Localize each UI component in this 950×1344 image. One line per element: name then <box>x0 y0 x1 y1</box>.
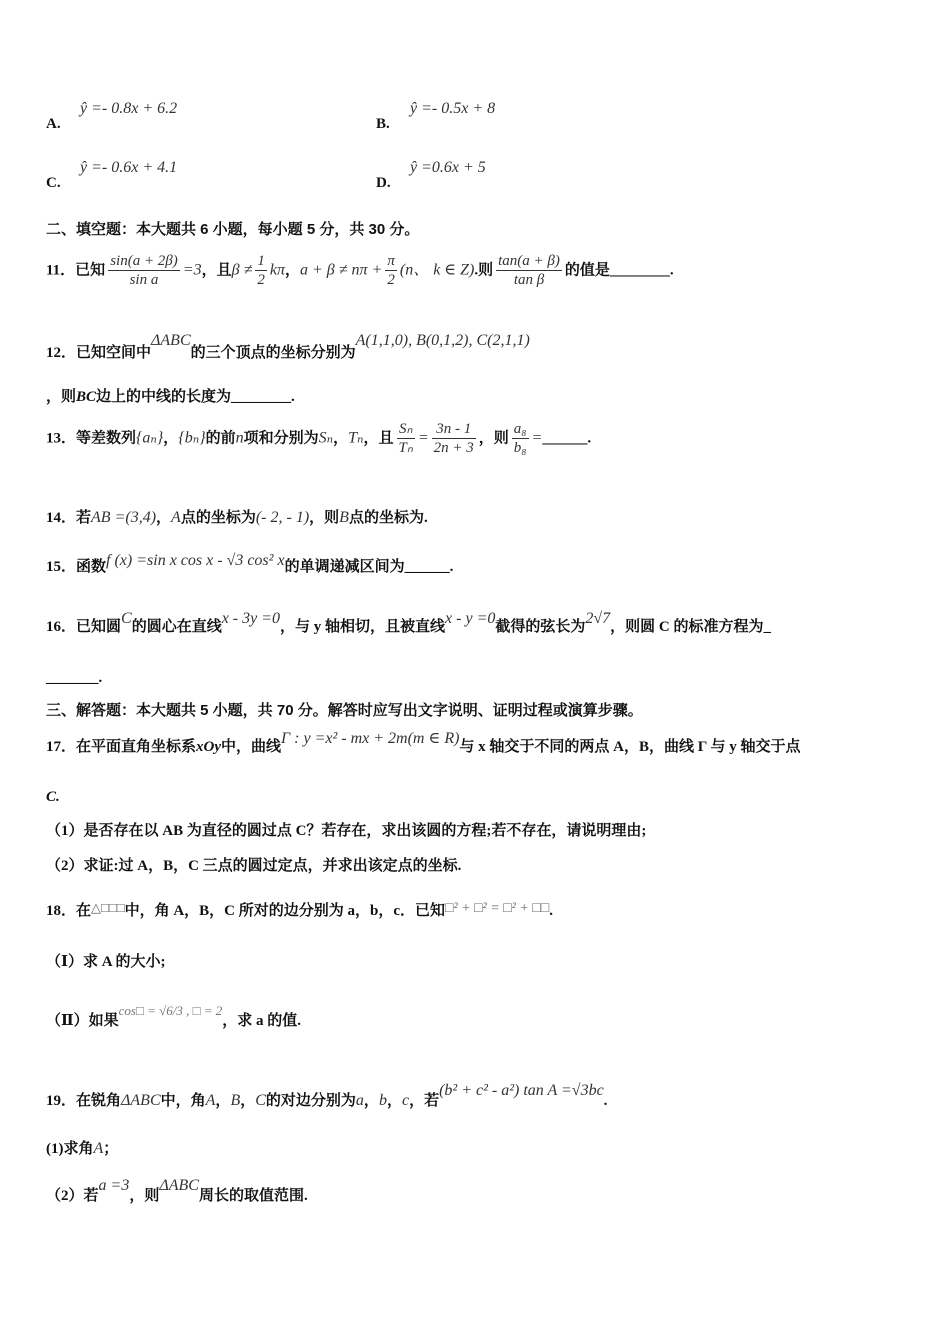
question-19: 19．在锐角ΔABC中，角A，B，C的对边分别为a，b，c，若(b² + c² - a²) tan A =√3bc. <box>46 1082 608 1109</box>
q11-fraction-1: $\frac{\sin(a + 2\beta)}{\text{sin a}}$ <box>110 253 178 288</box>
question-13: 13．等差数列{aₙ}，{bₙ}的前n项和分别为Sₙ，Tₙ，且 $\frac{\text{Sₙ}}{\text{Tₙ}}$ = $\frac{3n - 1}{2n + 3}$ ，则 $\frac{\text{a₈}}{\text{b₈}}$ =______. <box>46 421 592 456</box>
option-c-formula: ŷ =- 0.6x + 4.1 <box>80 159 178 176</box>
question-17-part-2: （2）求证:过 A，B，C 三点的圆过定点，并求出该定点的坐标. <box>46 858 462 874</box>
question-17: 17．在平面直角坐标系xOy中，曲线Γ : y =x² - mx + 2m(m ∈ R)与 x 轴交于不同的两点 A，B，曲线 Γ 与 y 轴交于点 <box>46 730 801 755</box>
question-17-part-1: （1）是否存在以 AB 为直径的圆过点 C？若存在，求出该圆的方程;若不存在，请说明理由; <box>46 823 647 839</box>
q13-fraction-ab: $\frac{\text{a₈}}{\text{b₈}}$ <box>513 421 527 456</box>
option-b-formula: ŷ =- 0.5x + 8 <box>410 100 496 117</box>
option-d-label: D. <box>376 175 391 191</box>
question-15: 15．函数f (x) =sin x cos x - √3 cos² x的单调递减区间为______. <box>46 552 454 575</box>
q13-fraction-ratio: $\frac{3n - 1}{2n + 3}$ <box>433 421 474 456</box>
question-18-part-2: （Ⅱ）如果cos□ = √6/3 , □ = 2，求 a 的值. <box>46 1003 301 1029</box>
option-a-label: A. <box>46 116 61 132</box>
option-d-formula: ŷ =0.6x + 5 <box>410 159 486 176</box>
q11-fraction-pi: $\frac{\pi}{2}$ <box>387 253 395 288</box>
question-19-part-1: (1)求角A； <box>46 1140 119 1157</box>
q13-fraction-st: $\frac{\text{Sₙ}}{\text{Tₙ}}$ <box>398 421 413 456</box>
section-3-title: 三、解答题：本大题共 5 小题，共 70 分。解答时应写出文字说明、证明过程或演算步骤。 <box>46 702 643 719</box>
question-16-line-2: _______. <box>46 670 103 686</box>
question-18-part-1: （Ⅰ）求 A 的大小; <box>46 954 166 970</box>
question-18: 18．在△□□□中，角 A，B，C 所对的边分别为 a，b，c．已知□² + □² = □² + □□. <box>46 900 553 919</box>
option-a-formula: ŷ =- 0.8x + 6.2 <box>80 100 178 117</box>
question-12: 12．已知空间中ΔABC的三个顶点的坐标分别为A(1,1,0), B(0,1,2), C(2,1,1) <box>46 332 530 361</box>
option-c-label: C. <box>46 175 61 191</box>
question-11: 11．已知 $\frac{\sin(a + 2\beta)}{\text{sin a}}$ =3，且β ≠ $\frac{1}{2}$ kπ，a + β ≠ nπ + $\frac{\pi}{2}$ (n、 k ∈ Z).则 $\frac{\tan(a + \beta)}{\text{tan β}}$ 的值是________. <box>46 253 674 288</box>
question-12-line-2: ，则BC边上的中线的长度为________. <box>46 389 295 405</box>
q11-fraction-half: $\frac{1}{2}$ <box>257 253 265 288</box>
question-17-line-2: C. <box>46 789 60 805</box>
section-2-title: 二、填空题：本大题共 6 小题，每小题 5 分，共 30 分。 <box>46 221 420 238</box>
option-b-label: B. <box>376 116 390 132</box>
q11-fraction-2: $\frac{\tan(a + \beta)}{\text{tan β}}$ <box>498 253 560 288</box>
question-16: 16．已知圆C的圆心在直线x - 3y =0，与 y 轴相切，且被直线x - y =0截得的弦长为2√7，则圆 C 的标准方程为_ <box>46 610 772 635</box>
q11-number: 11．已知 <box>46 262 106 279</box>
question-14: 14．若AB =(3,4)，A点的坐标为(- 2, - 1)，则B点的坐标为. <box>46 509 428 526</box>
question-19-part-2: （2）若a =3，则ΔABC周长的取值范围. <box>46 1177 308 1204</box>
